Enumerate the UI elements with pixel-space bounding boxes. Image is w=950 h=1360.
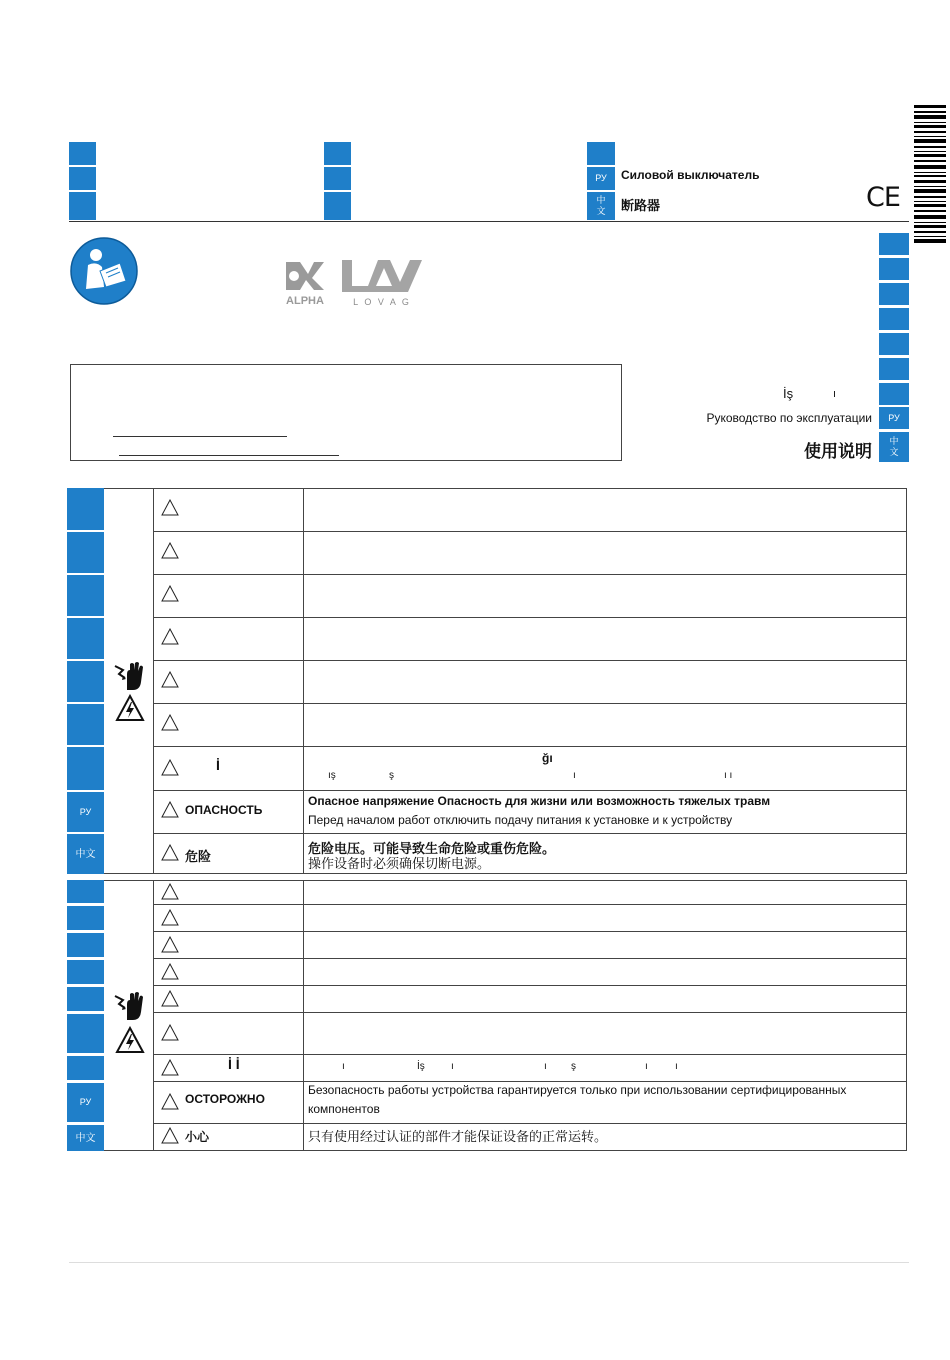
caution-tr-frag: ı [342,1061,345,1072]
warning-triangle-icon [161,990,179,1012]
danger-tr-frag: ş [389,770,394,781]
warning-triangle-icon [161,801,179,823]
warning-triangle-icon [161,883,179,905]
warning-triangle-icon [161,1024,179,1046]
address-line-1 [113,436,287,437]
danger-ru-line1: Опасное напряжение Опасность для жизни или возможность тяжелых травм [308,794,771,808]
manual-title-tr-fragment-2: ı [833,388,837,400]
caution-signal-tr: İ İ [228,1056,240,1072]
caution-tr-frag: ı [675,1061,678,1072]
lang-tag-zh: 中 文 [587,192,615,220]
ce-mark: CE [866,182,900,213]
manual-tag-zh: 中 文 [879,432,909,462]
danger-block [67,488,907,874]
warning-triangle-icon [161,909,179,931]
lovag-logo [338,258,426,306]
caution-tr-frag: İş [417,1061,425,1072]
danger-zh-line2: 操作设备时必须确保切断电源。 [308,856,491,871]
danger-ru-line2: Перед началом работ отключить подачу питания к установке и к устройству [308,813,733,827]
caution-block [67,880,907,1151]
warning-triangle-icon [161,671,179,693]
caution-tag-ru: РУ [67,1083,104,1122]
caution-ru-line2: компонентов [308,1102,380,1116]
danger-tag-zh: 中文 [67,834,104,874]
danger-signal-zh: 危险 [185,849,212,864]
warning-triangle-icon [161,628,179,650]
warning-triangle-icon [161,844,179,866]
barcode [914,105,946,245]
lang-tag-ru: РУ [587,167,615,190]
high-voltage-hand-icon [113,990,145,1022]
manual-title-zh: 使用说明 [804,442,872,461]
caution-tag-zh: 中文 [67,1125,104,1151]
danger-tr-frag: ı [573,770,576,781]
warning-triangle-icon [161,542,179,564]
danger-tr-line1: ğı [542,751,553,765]
warning-triangle-icon [161,1093,179,1115]
product-title-ru: Силовой выключатель [621,168,760,182]
warning-triangle-icon [161,1059,179,1081]
manual-title-tr-fragment: İş [783,386,794,401]
danger-zh-line1: 危险电压。可能导致生命危险或重伤危险。 [308,841,556,856]
warning-triangle-icon [161,1127,179,1149]
caution-zh-line1: 只有使用经过认证的部件才能保证设备的正常运转。 [308,1129,608,1144]
warning-triangle-icon [161,714,179,736]
high-voltage-hand-icon [113,660,145,692]
danger-tr-frag: ı ı [724,770,733,781]
caution-signal-zh: 小心 [185,1130,210,1144]
caution-tr-frag: ş [571,1061,576,1072]
warning-triangle-icon [161,936,179,958]
danger-signal-ru: ОПАСНОСТЬ [185,803,263,817]
warning-triangle-icon [161,585,179,607]
address-box [70,364,622,461]
danger-tag-ru: РУ [67,792,104,832]
warning-triangle-icon [161,759,179,781]
alpha-logo-text: ALPHA [286,295,324,307]
footer-divider [69,1262,909,1263]
danger-tr-frag: ış [328,770,336,781]
header-divider [69,221,909,222]
alpha-logo [282,258,328,306]
manual-title-ru: Руководство по эксплуатации [706,411,872,425]
caution-signal-ru: ОСТОРОЖНО [185,1092,265,1106]
address-line-2 [119,455,339,456]
product-title-zh: 断路器 [621,198,661,213]
warning-triangle-icon [161,499,179,521]
manual-tag-ru: РУ [879,407,909,429]
read-manual-icon [70,237,138,305]
caution-ru-line1: Безопасность работы устройства гарантируется только при использовании сертифицированных [308,1083,847,1097]
electric-warning-icon [115,1026,145,1054]
warning-triangle-icon [161,963,179,985]
caution-tr-frag: ı [544,1061,547,1072]
caution-tr-frag: ı [451,1061,454,1072]
electric-warning-icon [115,694,145,722]
danger-signal-tr: İ [216,757,220,773]
lovag-logo-text: L O V A G [353,297,411,307]
caution-tr-frag: ı [645,1061,648,1072]
